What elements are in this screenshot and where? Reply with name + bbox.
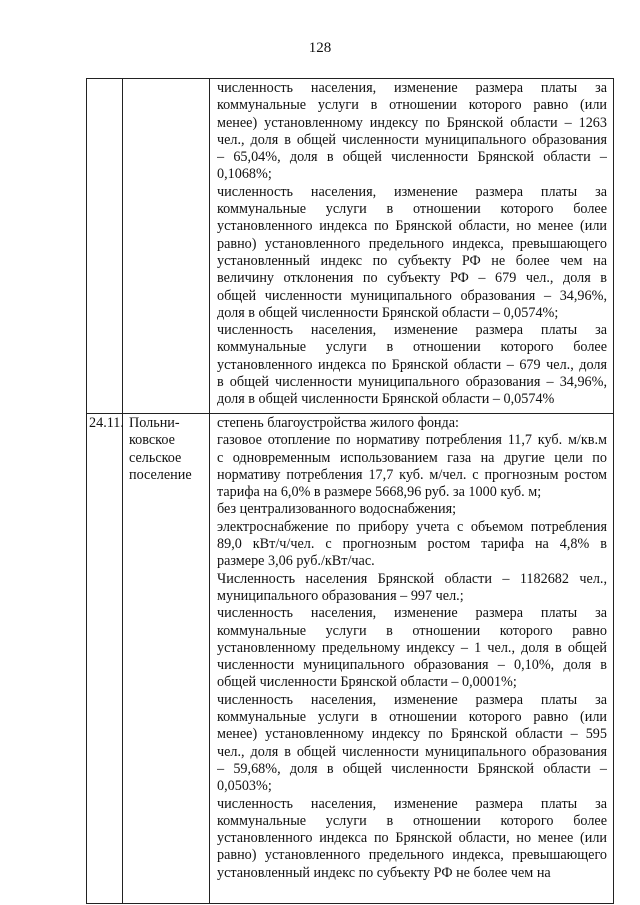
text-line: установленного индекса по Брянской области, но менее (или: [217, 218, 607, 235]
text-line: численность населения, изменение размера платы за: [217, 605, 607, 622]
settlement-name-cell: [123, 414, 210, 904]
text-line: численность населения, изменение размера платы за: [217, 183, 607, 200]
text-line: численности муниципального образования – 0,10%, доля в: [217, 657, 607, 674]
text-line: 0,1068%;: [217, 166, 272, 183]
text-line: в общей численности муниципального образования – 34,96%,: [217, 374, 607, 391]
settlement-name-line: ковское: [129, 432, 175, 449]
text-line: менее) установленному индексу по Брянской области – 595: [217, 726, 607, 743]
text-line: коммунальные услуги в отношении которого равно: [217, 622, 607, 639]
text-line: численность населения, изменение размера платы за: [217, 80, 607, 96]
text-line: коммунальные услуги в отношении которого равно (или: [217, 709, 607, 726]
description-cell: [210, 79, 614, 414]
text-line: коммунальные услуги в отношении которого равно (или: [217, 97, 607, 114]
row-number-cell: [87, 414, 123, 904]
text-line: установленного индекса по Брянской области – 679 чел., доля: [217, 356, 607, 373]
text-line: коммунальные услуги в отношении которого более: [217, 201, 607, 218]
text-line: без централизованного водоснабжения;: [217, 501, 457, 518]
text-line: установленному предельному индексу – 1 чел., доля в общей: [217, 639, 607, 656]
text-line: тарифа на 6,0% в размере 5668,96 руб. за 1000 куб. м;: [217, 484, 542, 501]
text-line: равно) установленного предельного индекса, превышающего: [217, 235, 607, 252]
text-line: равно) установленного предельного индекса, превышающего: [217, 847, 607, 864]
description-paragraph: [217, 184, 607, 322]
text-line: 89,0 кВт/ч/чел. с прогнозным ростом тарифа на 4,8% в: [217, 536, 607, 553]
text-line: численность населения, изменение размера платы за: [217, 322, 607, 339]
text-line: с одновременным использованием газа на другие цели по: [217, 449, 607, 466]
text-line: – 65,04%, доля в общей численности Брянской области –: [217, 149, 607, 166]
text-line: общей численности Брянской области – 0,0001%;: [217, 674, 517, 691]
text-line: доля в общей численности Брянской области – 0,0574%;: [217, 304, 559, 321]
text-line: установленный индекс по субъекту РФ не более чем на: [217, 252, 607, 269]
description-paragraph: [217, 605, 607, 691]
settlement-name-cell: [123, 79, 210, 414]
text-line: величину отклонения по субъекту РФ – 679 чел., доля в: [217, 270, 607, 287]
description-paragraph: [217, 796, 607, 882]
text-line: муниципального образования – 997 чел.;: [217, 587, 464, 604]
text-line: чел., доля в общей численности муниципального образования: [217, 131, 607, 148]
settlement-name-line: Польни-: [129, 415, 180, 431]
row-number-cell: [87, 79, 123, 414]
description-paragraph: [217, 519, 607, 571]
text-line: – 59,68%, доля в общей численности Брянской области –: [217, 760, 607, 777]
row-number: 24.11.: [89, 415, 124, 431]
settlement-name-line: поселение: [129, 466, 192, 483]
page-number: 128: [308, 40, 332, 56]
text-line: численность населения, изменение размера платы за: [217, 691, 607, 708]
description-paragraph: [217, 571, 607, 606]
description-paragraph: [217, 415, 607, 432]
description-paragraph: [217, 80, 607, 184]
description-paragraph: [217, 432, 607, 501]
table-row: [87, 414, 614, 904]
text-line: электроснабжение по прибору учета с объемом потребления: [217, 518, 607, 535]
text-line: общей численности муниципального образования – 34,96%,: [217, 287, 607, 304]
text-line: установленный индекс по субъекту РФ не более чем на: [217, 864, 551, 881]
text-line: установленного индекса по Брянской области, но менее (или: [217, 830, 607, 847]
text-line: чел., доля в общей численности муниципального образования: [217, 743, 607, 760]
description-paragraph: [217, 692, 607, 796]
text-line: Численность населения Брянской области – 1182682 чел.,: [217, 570, 607, 587]
text-line: численность населения, изменение размера платы за: [217, 795, 607, 812]
table-body: [87, 79, 614, 904]
description-paragraph: [217, 322, 607, 408]
text-line: нормативу потребления 17,7 куб. м/чел. с прогнозным ростом: [217, 466, 607, 483]
text-line: доля в общей численности Брянской области – 0,0574%: [217, 391, 555, 408]
document-table: [86, 78, 614, 904]
text-line: 0,0503%;: [217, 778, 272, 795]
text-line: коммунальные услуги в отношении которого более: [217, 812, 607, 829]
description-cell: [210, 414, 614, 904]
settlement-name-line: сельское: [129, 449, 182, 466]
text-line: степень благоустройства жилого фонда:: [217, 415, 459, 431]
table-row: [87, 79, 614, 414]
text-line: менее) установленному индексу по Брянской области – 1263: [217, 114, 607, 131]
text-line: коммунальные услуги в отношении которого более: [217, 339, 607, 356]
text-line: размере 3,06 руб./кВт/час.: [217, 553, 375, 570]
description-paragraph: [217, 501, 607, 518]
text-line: газовое отопление по нормативу потребления 11,7 куб. м/кв.м: [217, 432, 607, 449]
